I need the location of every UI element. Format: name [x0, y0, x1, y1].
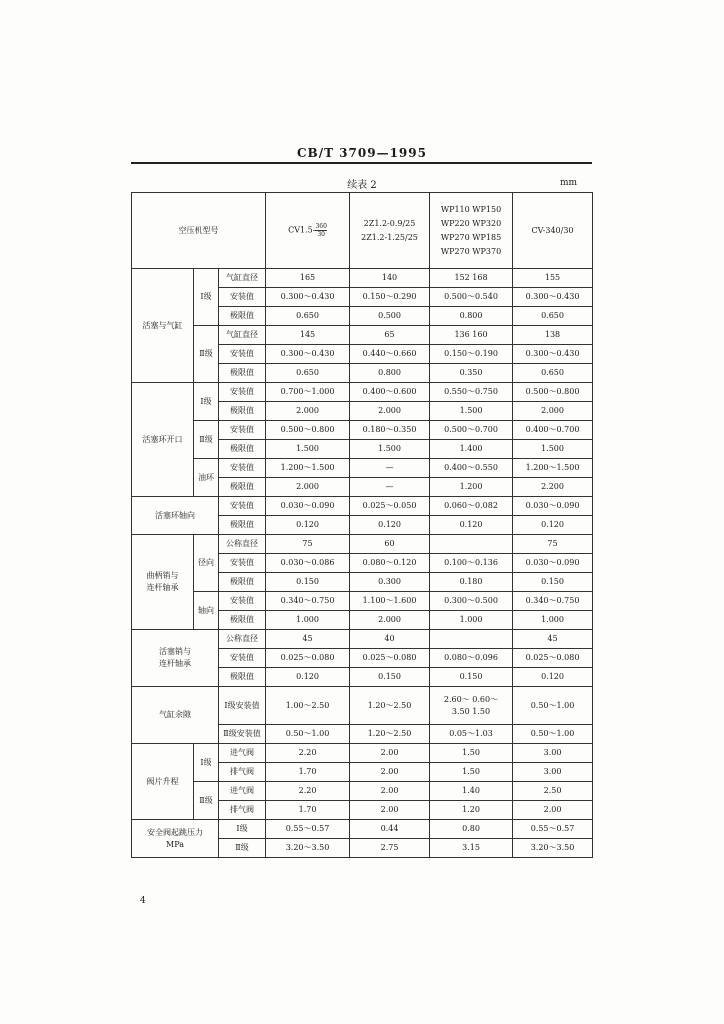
- group-label-ring-axial: 活塞环轴向: [132, 497, 219, 535]
- group-label-line2: 连杆轴承: [146, 583, 179, 592]
- group-label-piston-cylinder: 活塞与气缸: [132, 269, 194, 383]
- cell-value: 1.200～1.500: [513, 459, 593, 478]
- cell-value: 0.120: [513, 516, 593, 535]
- table-row: [132, 383, 593, 402]
- cell-value: 1.70: [266, 763, 350, 782]
- cell-value: 0.340～0.750: [513, 592, 593, 611]
- cell-value: 0.400～0.600: [350, 383, 430, 402]
- cell-value: 2.000: [350, 402, 430, 421]
- row-name: Ⅰ级: [219, 820, 266, 839]
- cell-value: 0.650: [513, 307, 593, 326]
- cell-value: 138: [513, 326, 593, 345]
- cell-value: 0.150: [350, 668, 430, 687]
- table-row: [132, 269, 593, 288]
- cell-value: 2.200: [513, 478, 593, 497]
- cell-value: 0.150: [430, 668, 513, 687]
- model-3-line2: WP220 WP320: [440, 218, 502, 228]
- cell-value: 0.50～1.00: [266, 725, 350, 744]
- cell-value: 2.50: [513, 782, 593, 801]
- cell-value: 140: [350, 269, 430, 288]
- cell-value: 0.650: [266, 364, 350, 383]
- cell-value: 0.030～0.090: [266, 497, 350, 516]
- model-column-header: 空压机型号: [132, 193, 266, 269]
- cell-value: 1.500: [266, 440, 350, 459]
- cell-value: 165: [266, 269, 350, 288]
- stage-label: Ⅱ级: [194, 326, 219, 383]
- cell-value: 40: [350, 630, 430, 649]
- model-2-line2: 2Z1.2-1.25/25: [361, 232, 418, 242]
- cell-value: 0.650: [266, 307, 350, 326]
- cell-value: 0.300～0.500: [430, 592, 513, 611]
- cell-value: 45: [513, 630, 593, 649]
- row-name: 进气阀: [219, 782, 266, 801]
- cell-value: 1.20: [430, 801, 513, 820]
- cell-value: 0.080～0.120: [350, 554, 430, 573]
- cell-value: 3.20～3.50: [513, 839, 593, 858]
- cell-value: 0.350: [430, 364, 513, 383]
- row-name: Ⅱ级: [219, 839, 266, 858]
- row-name: 安装值: [219, 497, 266, 516]
- stage-label: 径向: [194, 535, 219, 592]
- group-label-line2: MPa: [166, 839, 184, 849]
- cell-value: 65: [350, 326, 430, 345]
- model-3-line4: WP270 WP370: [440, 246, 502, 256]
- row-name: 排气阀: [219, 801, 266, 820]
- cell-value: 0.500～0.800: [266, 421, 350, 440]
- cell-value: 0.400～0.700: [513, 421, 593, 440]
- cell-value: —: [350, 478, 430, 497]
- cell-value: 152 168: [430, 269, 513, 288]
- cell-value: 1.20～2.50: [350, 725, 430, 744]
- row-name: 公称直径: [219, 630, 266, 649]
- cell-value: 2.000: [266, 402, 350, 421]
- cell-value: 136 160: [430, 326, 513, 345]
- model-1-numerator: 360: [315, 223, 327, 230]
- cell-value: 2.00: [350, 763, 430, 782]
- cell-value: 2.00: [513, 801, 593, 820]
- stage-label: 轴向: [194, 592, 219, 630]
- row-name: Ⅱ级安装值: [219, 725, 266, 744]
- cell-value: 1.500: [350, 440, 430, 459]
- row-name: 安装值: [219, 649, 266, 668]
- cell-value-line2: 3.50 1.50: [451, 706, 491, 716]
- group-label-line1: 曲柄销与: [146, 571, 179, 580]
- stage-label: Ⅱ级: [194, 782, 219, 820]
- group-label-line2: 连杆轴承: [159, 659, 191, 668]
- model-1-fraction: [315, 223, 326, 238]
- cell-value: 0.025～0.050: [350, 497, 430, 516]
- cell-value: 0.150～0.190: [430, 345, 513, 364]
- row-name: 极限值: [219, 573, 266, 592]
- cell-value: 0.400～0.550: [430, 459, 513, 478]
- cell-value: 1.000: [430, 611, 513, 630]
- cell-value: 1.200: [430, 478, 513, 497]
- cell-value: 145: [266, 326, 350, 345]
- group-label-crankpin: [132, 535, 194, 630]
- stage-label: Ⅰ级: [194, 269, 219, 326]
- cell-value: 0.50～1.00: [513, 725, 593, 744]
- table-subtitle: 续表 2: [347, 180, 377, 191]
- row-name: 极限值: [219, 516, 266, 535]
- page-number: 4: [140, 896, 146, 906]
- cell-value: 2.000: [266, 478, 350, 497]
- standard-header: CB/T 3709—1995: [297, 146, 427, 160]
- cell-value: 0.120: [430, 516, 513, 535]
- header-rule: [131, 162, 592, 164]
- unit-label: mm: [560, 178, 578, 188]
- group-label-clearance: 气缸余隙: [132, 687, 219, 744]
- cell-value: 0.180～0.350: [350, 421, 430, 440]
- group-label-ring-gap: 活塞环开口: [132, 383, 194, 497]
- cell-value: 1.20～2.50: [350, 687, 430, 725]
- row-name: 气缸直径: [219, 326, 266, 345]
- cell-value: 0.55～0.57: [266, 820, 350, 839]
- group-label-safety-valve: [132, 820, 219, 858]
- cell-value: 1.400: [430, 440, 513, 459]
- cell-value: 0.500: [350, 307, 430, 326]
- cell-value: 2.20: [266, 744, 350, 763]
- model-1-prefix: CV1.5-: [288, 225, 316, 235]
- table-row: [132, 687, 593, 725]
- cell-value: 1.50: [430, 763, 513, 782]
- cell-value: 0.030～0.090: [513, 497, 593, 516]
- model-3: [430, 193, 513, 269]
- cell-value: 0.120: [266, 668, 350, 687]
- cell-value: 0.500～0.540: [430, 288, 513, 307]
- cell-value: 0.300～0.430: [513, 345, 593, 364]
- cell-value: 0.030～0.086: [266, 554, 350, 573]
- group-label-line1: 活塞销与: [159, 647, 191, 656]
- model-3-line1: WP110 WP150: [440, 204, 502, 214]
- cell-value: 0.440～0.660: [350, 345, 430, 364]
- table-header-row: [132, 193, 593, 269]
- cell-value-line1: 2.60～ 0.60～: [443, 694, 499, 704]
- table-row: [132, 744, 593, 763]
- cell-value: 0.500～0.800: [513, 383, 593, 402]
- cell-value: 0.550～0.750: [430, 383, 513, 402]
- cell-value: [430, 630, 513, 649]
- cell-value: 1.70: [266, 801, 350, 820]
- group-label-valve-lift: 阀片升程: [132, 744, 194, 820]
- cell-value: 2.75: [350, 839, 430, 858]
- model-2: [350, 193, 430, 269]
- cell-value: 1.00～2.50: [266, 687, 350, 725]
- cell-value: 1.200～1.500: [266, 459, 350, 478]
- row-name: 安装值: [219, 383, 266, 402]
- row-name: 排气阀: [219, 763, 266, 782]
- cell-value: 0.030～0.090: [513, 554, 593, 573]
- cell-value: 1.50: [430, 744, 513, 763]
- cell-value: 0.500～0.700: [430, 421, 513, 440]
- row-name: 公称直径: [219, 535, 266, 554]
- cell-value: 45: [266, 630, 350, 649]
- model-3-line3: WP270 WP185: [440, 232, 502, 242]
- stage-label: 油环: [194, 459, 219, 497]
- cell-value: 1.500: [430, 402, 513, 421]
- cell-value: 0.300～0.430: [266, 345, 350, 364]
- cell-value: 3.00: [513, 744, 593, 763]
- cell-value: 0.025～0.080: [266, 649, 350, 668]
- cell-value: 0.150: [513, 573, 593, 592]
- clearance-table: [131, 192, 593, 858]
- cell-value: 0.100～0.136: [430, 554, 513, 573]
- cell-value: 0.50～1.00: [513, 687, 593, 725]
- table-row: [132, 592, 593, 611]
- row-name: 极限值: [219, 668, 266, 687]
- cell-value: 0.44: [350, 820, 430, 839]
- table-row: [132, 535, 593, 554]
- cell-value: 0.120: [513, 668, 593, 687]
- stage-label: Ⅱ级: [194, 421, 219, 459]
- table-row: [132, 459, 593, 478]
- cell-value: 0.800: [350, 364, 430, 383]
- cell-value: 2.000: [350, 611, 430, 630]
- row-name: 极限值: [219, 478, 266, 497]
- row-name: 极限值: [219, 364, 266, 383]
- cell-value: 0.300～0.430: [513, 288, 593, 307]
- model-1-denominator: 30: [317, 231, 325, 238]
- model-1: [266, 193, 350, 269]
- cell-value: 60: [350, 535, 430, 554]
- row-name: 气缸直径: [219, 269, 266, 288]
- row-name: 安装值: [219, 288, 266, 307]
- cell-value: 0.300: [350, 573, 430, 592]
- row-name: 极限值: [219, 611, 266, 630]
- cell-value: —: [350, 459, 430, 478]
- table-row: [132, 497, 593, 516]
- cell-value: 0.080～0.096: [430, 649, 513, 668]
- cell-value: 1.500: [513, 440, 593, 459]
- row-name: 安装值: [219, 345, 266, 364]
- cell-value: 0.650: [513, 364, 593, 383]
- cell-value: 0.05～1.03: [430, 725, 513, 744]
- row-name: 极限值: [219, 440, 266, 459]
- cell-value: 0.025～0.080: [513, 649, 593, 668]
- cell-value: 1.000: [513, 611, 593, 630]
- row-name: 安装值: [219, 592, 266, 611]
- row-name: 安装值: [219, 459, 266, 478]
- table-row: [132, 326, 593, 345]
- cell-value: 0.80: [430, 820, 513, 839]
- cell-value: 0.150～0.290: [350, 288, 430, 307]
- cell-value: 0.120: [350, 516, 430, 535]
- stage-label: Ⅰ级: [194, 383, 219, 421]
- cell-value: 3.20～3.50: [266, 839, 350, 858]
- cell-value: 0.55～0.57: [513, 820, 593, 839]
- cell-value: 0.120: [266, 516, 350, 535]
- cell-value: 1.000: [266, 611, 350, 630]
- cell-value: 2.00: [350, 801, 430, 820]
- model-4: CV-340/30: [513, 193, 593, 269]
- row-name: 进气阀: [219, 744, 266, 763]
- cell-value: 0.060～0.082: [430, 497, 513, 516]
- group-label-piston-pin: [132, 630, 219, 687]
- cell-value: 2.00: [350, 744, 430, 763]
- cell-value: 1.100～1.600: [350, 592, 430, 611]
- cell-value: 155: [513, 269, 593, 288]
- table-row: [132, 421, 593, 440]
- row-name: 极限值: [219, 307, 266, 326]
- cell-value: 0.800: [430, 307, 513, 326]
- cell-value: 0.340～0.750: [266, 592, 350, 611]
- table-row: [132, 820, 593, 839]
- cell-value: [430, 687, 513, 725]
- cell-value: 0.150: [266, 573, 350, 592]
- group-label-line1: 安全阀起跳压力: [147, 827, 203, 837]
- model-2-line1: 2Z1.2-0.9/25: [363, 218, 416, 228]
- cell-value: 3.00: [513, 763, 593, 782]
- cell-value: [430, 535, 513, 554]
- cell-value: 75: [266, 535, 350, 554]
- row-name: 安装值: [219, 421, 266, 440]
- cell-value: 3.15: [430, 839, 513, 858]
- cell-value: 75: [513, 535, 593, 554]
- cell-value: 0.025～0.080: [350, 649, 430, 668]
- stage-label: Ⅰ级: [194, 744, 219, 782]
- table-row: [132, 630, 593, 649]
- row-name: 极限值: [219, 402, 266, 421]
- row-name: 安装值: [219, 554, 266, 573]
- cell-value: 2.20: [266, 782, 350, 801]
- cell-value: 0.180: [430, 573, 513, 592]
- row-name: Ⅰ级安装值: [219, 687, 266, 725]
- cell-value: 2.000: [513, 402, 593, 421]
- cell-value: 0.300～0.430: [266, 288, 350, 307]
- table-row: [132, 782, 593, 801]
- cell-value: 1.40: [430, 782, 513, 801]
- cell-value: 0.700～1.000: [266, 383, 350, 402]
- cell-value: 2.00: [350, 782, 430, 801]
